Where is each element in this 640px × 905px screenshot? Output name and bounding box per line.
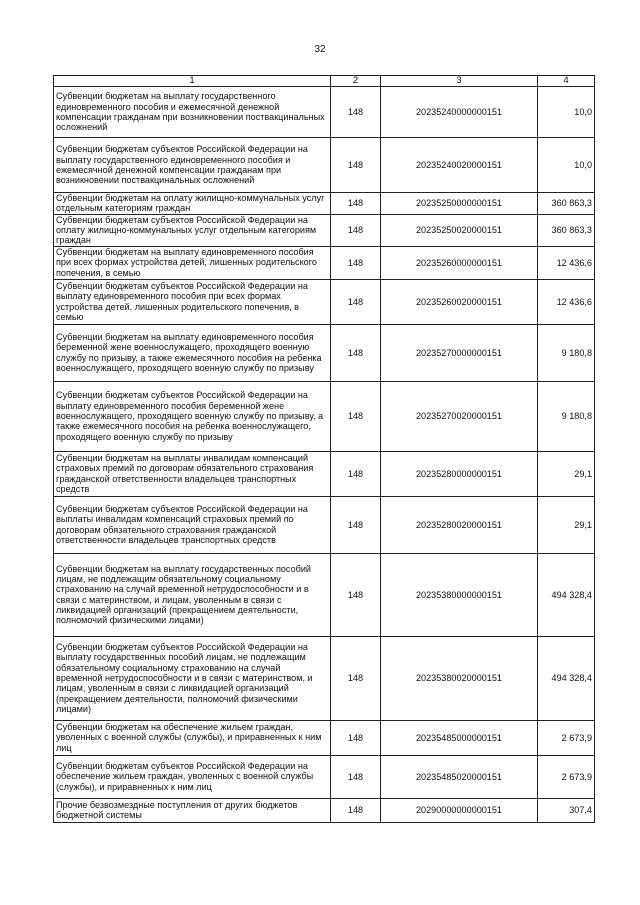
row-admin-code: 148 — [331, 755, 381, 798]
table-row — [54, 381, 595, 451]
row-amount: 494 328,4 — [538, 636, 595, 720]
table-row — [54, 138, 595, 193]
row-budget-code: 20235240020000151 — [381, 138, 538, 193]
row-description: Субвенции бюджетам субъектов Российской Федерации на выплату единовременного пособия при всех формах устройства детей, лишенных родительского попечения, в семью — [54, 279, 331, 324]
row-admin-code: 148 — [331, 214, 381, 246]
table-row — [54, 720, 595, 755]
row-amount: 9 180,8 — [538, 324, 595, 381]
table-row — [54, 451, 595, 496]
row-amount: 9 180,8 — [538, 381, 595, 451]
row-description: Субвенции бюджетам субъектов Российской Федерации на оплату жилищно-коммунальных услуг отдельным категориям граждан — [54, 214, 331, 246]
row-description: Субвенции бюджетам на выплату единовременного пособия беременной жене военнослужащего, проходящего военную службу по призыву, а также ежемесячного пособия на ребенка военнослужащего, проходящего военную службу по призыву — [54, 324, 331, 381]
row-budget-code: 20235280020000151 — [381, 496, 538, 553]
row-admin-code: 148 — [331, 636, 381, 720]
row-description: Прочие безвозмездные поступления от других бюджетов бюджетной системы — [54, 798, 331, 822]
row-admin-code: 148 — [331, 324, 381, 381]
row-budget-code: 20235250020000151 — [381, 214, 538, 246]
row-description: Субвенции бюджетам субъектов Российской Федерации на выплату единовременного пособия беременной жене военнослужащего, проходящего военную службу по призыву, а также ежемесячного пособия на ребенка военнослужащего, проходящего военную службу по призыву — [54, 381, 331, 451]
row-admin-code: 148 — [331, 553, 381, 636]
row-budget-code: 20235260000000151 — [381, 246, 538, 279]
row-budget-code: 20235485020000151 — [381, 755, 538, 798]
row-budget-code: 20290000000000151 — [381, 798, 538, 822]
row-description: Субвенции бюджетам субъектов Российской Федерации на обеспечение жильем граждан, уволенных с военной службы (службы), и приравненных к ним лиц — [54, 755, 331, 798]
budget-revenue-table — [53, 75, 595, 823]
table-row — [54, 246, 595, 279]
page-number: 32 — [314, 44, 326, 55]
row-budget-code: 20235380000000151 — [381, 553, 538, 636]
row-admin-code: 148 — [331, 87, 381, 138]
row-amount: 494 328,4 — [538, 553, 595, 636]
table-row — [54, 636, 595, 720]
table-row — [54, 193, 595, 215]
table-header-row — [54, 76, 595, 87]
header-col-4: 4 — [538, 76, 595, 87]
table-row — [54, 798, 595, 822]
row-budget-code: 20235250000000151 — [381, 193, 538, 215]
row-amount: 10,0 — [538, 87, 595, 138]
table-row — [54, 279, 595, 324]
row-budget-code: 20235270000000151 — [381, 324, 538, 381]
header-col-2: 2 — [331, 76, 381, 87]
row-budget-code: 20235240000000151 — [381, 87, 538, 138]
row-description: Субвенции бюджетам на выплаты инвалидам компенсаций страховых премий по договорам обязательного страхования гражданской ответственности владельцев транспортных средств — [54, 451, 331, 496]
row-description: Субвенции бюджетам на выплату государственного единовременного пособия и ежемесячной денежной компенсации гражданам при возникновении поствакцинальных осложнений — [54, 87, 331, 138]
row-amount: 360 863,3 — [538, 193, 595, 215]
row-admin-code: 148 — [331, 451, 381, 496]
row-description: Субвенции бюджетам субъектов Российской Федерации на выплаты инвалидам компенсаций страховых премий по договорам обязательного страхования гражданской ответственности владельцев транспортных средств — [54, 496, 331, 553]
table-row — [54, 553, 595, 636]
row-amount: 29,1 — [538, 451, 595, 496]
row-budget-code: 20235260020000151 — [381, 279, 538, 324]
table-row — [54, 87, 595, 138]
table-row — [54, 755, 595, 798]
row-description: Субвенции бюджетам на оплату жилищно-коммунальных услуг отдельным категориям граждан — [54, 193, 331, 215]
row-amount: 307,4 — [538, 798, 595, 822]
row-amount: 2 673,9 — [538, 720, 595, 755]
row-amount: 29,1 — [538, 496, 595, 553]
table-row — [54, 324, 595, 381]
row-budget-code: 20235485000000151 — [381, 720, 538, 755]
row-amount: 12 436,6 — [538, 246, 595, 279]
row-amount: 12 436,6 — [538, 279, 595, 324]
row-admin-code: 148 — [331, 798, 381, 822]
row-amount: 10,0 — [538, 138, 595, 193]
row-amount: 2 673,9 — [538, 755, 595, 798]
row-description: Субвенции бюджетам субъектов Российской Федерации на выплату государственных пособий лицам, не подлежащим обязательному социальному страхованию на случай временной нетрудоспособности и в связи с материнством, и лицам, уволенным в связи с ликвидацией организаций (прекращением деятельности, полномочий физическими лицами) — [54, 636, 331, 720]
row-description: Субвенции бюджетам субъектов Российской Федерации на выплату государственного единовременного пособия и ежемесячной денежной компенсации гражданам при возникновении поствакцинальных осложнений — [54, 138, 331, 193]
row-description: Субвенции бюджетам на обеспечение жильем граждан, уволенных с военной службы (службы), и приравненных к ним лиц — [54, 720, 331, 755]
row-budget-code: 20235280000000151 — [381, 451, 538, 496]
table-body — [54, 87, 595, 823]
row-admin-code: 148 — [331, 193, 381, 215]
row-admin-code: 148 — [331, 246, 381, 279]
row-description: Субвенции бюджетам на выплату государственных пособий лицам, не подлежащим обязательному социальному страхованию на случай временной нетрудоспособности и в связи с материнством, и лицам, уволенным в связи с ликвидацией организаций (прекращением деятельности, полномочий физическими лицами) — [54, 553, 331, 636]
row-admin-code: 148 — [331, 720, 381, 755]
row-admin-code: 148 — [331, 279, 381, 324]
row-description: Субвенции бюджетам на выплату единовременного пособия при всех формах устройства детей, лишенных родительского попечения, в семью — [54, 246, 331, 279]
row-budget-code: 20235380020000151 — [381, 636, 538, 720]
row-admin-code: 148 — [331, 496, 381, 553]
row-admin-code: 148 — [331, 138, 381, 193]
row-amount: 360 863,3 — [538, 214, 595, 246]
table-row — [54, 214, 595, 246]
header-col-3: 3 — [381, 76, 538, 87]
row-budget-code: 20235270020000151 — [381, 381, 538, 451]
row-admin-code: 148 — [331, 381, 381, 451]
table-row — [54, 496, 595, 553]
header-col-1: 1 — [54, 76, 331, 87]
